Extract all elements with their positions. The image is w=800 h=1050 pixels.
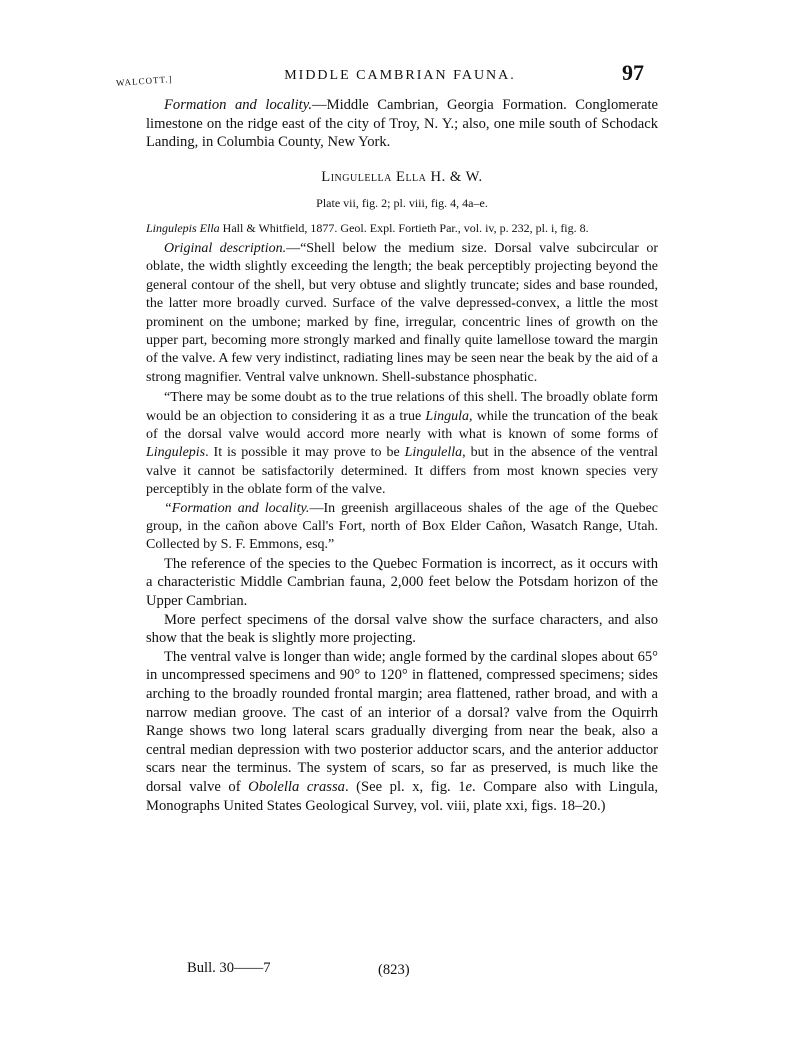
quoted-locality-paragraph [146,500,658,555]
quoted-locality-label: “Formation and locality. [164,500,310,516]
running-head-author: WALCOTT.] [115,74,173,88]
figure-letter: e [465,779,473,795]
plate-reference: Plate vii, fig. 2; pl. viii, fig. 4, 4a–e. [316,196,488,211]
page-number-bottom: (823) [378,962,410,978]
quote-text-1: “There may be some doubt as to the true relations of this shell. The broadly oblate form would be an objection to considering it as a true [146,390,658,424]
running-head [0,62,800,92]
signature-mark: Bull. 30——7 [187,960,271,976]
dorsal-valve-paragraph: More perfect specimens of the dorsal valve show the surface characters, and also show that the beak is slightly more projecting. [146,611,658,647]
intro-paragraph [146,96,658,152]
ventral-text-2: . (See pl. x, fig. 1 [344,779,466,795]
species-authors: H. & W. [430,168,483,185]
quoted-relations-paragraph [146,389,658,499]
original-description-label: Original description. [164,240,287,256]
quote-text-2: , while the truncation of the beak of the dorsal valve would accord more nearly with what is known of some forms of [146,408,658,443]
species-heading [146,168,658,187]
species-epithet: Ella [396,168,427,185]
original-description-text: —“Shell below the medium size. Dorsal valve subcircular or oblate, the width slightly exceeding the length; the beak perceptibly projecting beyond the general contour of the shell, but very obtuse and slightly truncate; sides and base rounded, the latter more broadly curved. Surface of the valve depressed-convex, a little the most prominent on the umbone; marked by fine, irregular, concentric lines of growth on the upper part, becoming more strongly marked and finally quite lamellose toward the margin of the valve. A few very indistinct, radiating lines may be seen near the beak by the aid of a strong magnifier. Ventral valve unknown. Shell-substance phosphatic. [146,240,658,385]
genus-lingula: Lingula [425,408,469,424]
intro-text: —Middle Cambrian, Georgia Formation. Conglomerate limestone on the ridge east of the city of Troy, N. Y.; also, one mile south of Schodack Landing, in Columbia County, New York. [146,97,658,151]
synonymy-citation: Hall & Whitfield, 1877. Geol. Expl. Fortieth Par., vol. iv, p. 232, pl. i, fig. 8. [222,220,589,235]
body-text [146,96,658,815]
running-head-title: MIDDLE CAMBRIAN FAUNA. [284,68,516,83]
page-number-top: 97 [622,60,644,85]
species-obolella: Obolella crassa [248,779,345,795]
page-footer [0,960,800,984]
ventral-text-1: The ventral valve is longer than wide; angle formed by the cardinal slopes about 65° in uncompressed specimens and 90° to 120° in flattened, compressed specimens; sides arching to the broadly rounded frontal margin; area flattened, rather broad, and with a narrow median groove. The cast of an interior of a dorsal? valve from the Oquirrh Range shows two long lateral scars gradually diverging from near the beak, also a central median depression with two posterior adductor scars, and the anterior adductor scars near the terminus. The system of scars, so far as preserved, is much like the dorsal valve of [146,648,658,795]
original-description [146,240,658,387]
genus-lingulella: Lingulella [404,445,463,461]
genus-lingulepis: Lingulepis [146,445,206,461]
quoted-locality-text: —In greenish argillaceous shales of the age of the Quebec group, in the cañon above Call's Fort, north of Box Elder Cañon, Wasatch Range, Utah. Collected by S. F. Emmons, esq.” [146,500,659,553]
synonymy-entry [146,221,658,236]
quote-text-4: , but in the absence of the ventral valve it cannot be satisfactorily determined. It differs from most known species very perceptibly in the oblate form of the valve. [146,445,658,498]
species-genus: Lingulella [321,168,392,185]
ventral-valve-paragraph [146,648,658,815]
quote-text-3: . It is possible it may prove to be [205,445,405,461]
synonymy-name: Lingulepis Ella [146,220,220,235]
intro-label: Formation and locality. [164,97,313,113]
ventral-text-3: . Compare also with Lingula, Monographs United States Geological Survey, vol. viii, plate xxi, figs. 18–20.) [146,779,658,814]
quebec-paragraph: The reference of the species to the Quebec Formation is incorrect, as it occurs with a characteristic Middle Cambrian fauna, 2,000 feet below the Potsdam horizon of the Upper Cambrian. [146,555,658,610]
